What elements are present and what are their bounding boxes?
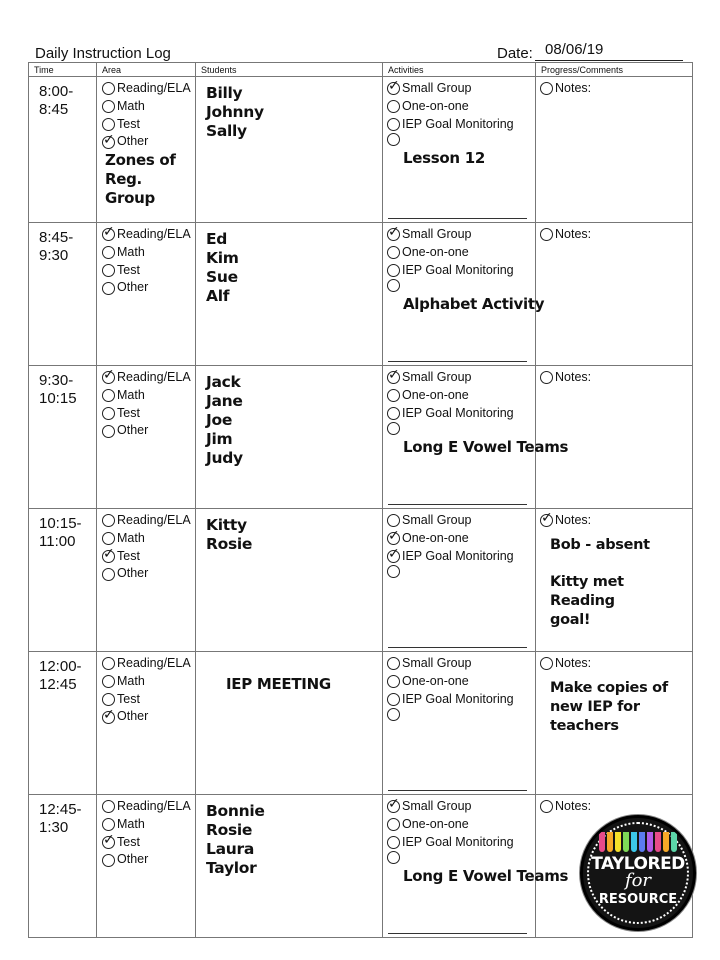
radio-icon[interactable] xyxy=(102,818,115,831)
area-option[interactable] xyxy=(102,116,195,134)
activity-option-label: One-on-one xyxy=(402,387,469,402)
radio-icon[interactable] xyxy=(387,514,400,527)
area-option[interactable] xyxy=(102,226,195,244)
activity-option[interactable] xyxy=(387,262,535,280)
col-header-area: Area xyxy=(97,63,196,77)
activity-options xyxy=(383,223,535,292)
activity-option[interactable] xyxy=(387,279,535,292)
activity-option[interactable] xyxy=(387,565,535,578)
activity-option[interactable] xyxy=(387,816,535,834)
notes-option-label: Notes: xyxy=(555,227,592,241)
progress-note xyxy=(540,673,692,736)
area-option[interactable] xyxy=(102,512,195,530)
student-name: Rosie xyxy=(206,821,253,839)
activity-option[interactable] xyxy=(387,512,535,530)
time-line: 1:30 xyxy=(39,819,69,836)
activity-option-label: One-on-one xyxy=(402,673,469,688)
time-line: 8:45 xyxy=(39,101,69,118)
students-cell xyxy=(196,77,383,223)
area-option-label: Math xyxy=(117,244,145,259)
radio-icon[interactable] xyxy=(387,657,400,670)
radio-icon[interactable] xyxy=(102,425,115,438)
radio-icon[interactable] xyxy=(387,264,400,277)
col-header-activities: Activities xyxy=(383,63,536,77)
time-cell xyxy=(29,509,97,652)
logo-text-line1: TAYLORED xyxy=(591,854,685,874)
note-line xyxy=(550,555,692,573)
radio-icon[interactable] xyxy=(387,407,400,420)
notes-option-label: Notes: xyxy=(555,799,592,813)
activity-option-label: IEP Goal Monitoring xyxy=(402,691,514,706)
logo-tassel xyxy=(607,832,613,852)
checked-radio-icon[interactable] xyxy=(387,550,400,563)
radio-icon[interactable] xyxy=(387,422,400,435)
activity-options xyxy=(383,77,535,146)
radio-icon[interactable] xyxy=(387,836,400,849)
activity-option[interactable] xyxy=(387,244,535,262)
activity-note: Alphabet Activity xyxy=(403,295,545,313)
checked-radio-icon[interactable] xyxy=(102,711,115,724)
notes-option-label: Notes: xyxy=(555,513,592,527)
activity-option[interactable] xyxy=(387,548,535,566)
activity-option[interactable] xyxy=(387,422,535,435)
radio-icon[interactable] xyxy=(102,854,115,867)
area-options xyxy=(97,795,195,869)
activity-option-label: One-on-one xyxy=(402,98,469,113)
student-name: Billy xyxy=(206,84,243,102)
area-handwritten-note xyxy=(102,151,195,208)
checked-radio-icon[interactable] xyxy=(387,800,400,813)
activity-option[interactable] xyxy=(387,133,535,146)
activity-option-label: IEP Goal Monitoring xyxy=(402,405,514,420)
note-line: Group xyxy=(105,189,155,208)
area-option-label: Other xyxy=(117,566,149,581)
logo-tassel xyxy=(663,832,669,852)
student-name: Rosie xyxy=(206,535,253,553)
area-option[interactable] xyxy=(102,834,195,852)
area-option-label: Reading/ELA xyxy=(117,799,191,813)
logo-tassel xyxy=(623,832,629,852)
radio-icon[interactable] xyxy=(102,389,115,402)
logo-tassel xyxy=(599,832,605,852)
activity-write-line xyxy=(388,218,527,219)
radio-icon[interactable] xyxy=(387,389,400,402)
activity-option-label: One-on-one xyxy=(402,816,469,831)
students-cell xyxy=(196,652,383,795)
area-option-label: Test xyxy=(117,116,140,131)
checked-radio-icon[interactable] xyxy=(102,136,115,149)
student-names xyxy=(196,223,382,306)
area-option[interactable] xyxy=(102,262,195,280)
taylored-for-resource-logo xyxy=(580,815,696,931)
radio-icon[interactable] xyxy=(102,675,115,688)
notes-option[interactable] xyxy=(540,80,692,98)
date-label: Date: xyxy=(497,45,533,62)
progress-options xyxy=(536,652,692,736)
notes-option[interactable] xyxy=(540,226,692,244)
area-option-label: Other xyxy=(117,280,149,295)
area-option[interactable] xyxy=(102,816,195,834)
logo-tassel-banner xyxy=(597,832,679,852)
radio-icon[interactable] xyxy=(102,407,115,420)
students-cell xyxy=(196,366,383,509)
progress-cell xyxy=(536,366,693,509)
student-names xyxy=(196,693,382,700)
area-option[interactable] xyxy=(102,708,195,726)
progress-cell xyxy=(536,223,693,366)
activity-note: Long E Vowel Teams xyxy=(403,438,569,456)
col-header-time: Time xyxy=(29,63,97,77)
area-option[interactable] xyxy=(102,405,195,423)
time-slot xyxy=(29,652,96,694)
student-name: Jim xyxy=(206,430,233,448)
activities-cell xyxy=(383,652,536,795)
activity-option[interactable] xyxy=(387,116,535,134)
time-slot xyxy=(29,509,96,551)
activity-option[interactable] xyxy=(387,226,535,244)
student-name: Judy xyxy=(206,449,243,467)
activity-write-line xyxy=(388,647,527,648)
student-name: Jane xyxy=(206,392,243,410)
radio-icon[interactable] xyxy=(387,693,400,706)
student-name: Joe xyxy=(206,411,233,429)
radio-icon[interactable] xyxy=(540,800,553,813)
activity-option-label: Small Group xyxy=(402,81,472,95)
progress-options xyxy=(536,366,692,387)
area-option-label: Reading/ELA xyxy=(117,513,191,527)
area-option-label: Math xyxy=(117,673,145,688)
area-option[interactable] xyxy=(102,655,195,673)
activity-option-label: Small Group xyxy=(402,799,472,813)
area-option-label: Test xyxy=(117,262,140,277)
activities-cell xyxy=(383,795,569,938)
area-option[interactable] xyxy=(102,851,195,869)
radio-icon[interactable] xyxy=(387,279,400,292)
note-line: goal! xyxy=(550,611,591,628)
table-row xyxy=(29,652,693,795)
area-option[interactable] xyxy=(102,798,195,816)
area-option[interactable] xyxy=(102,133,195,151)
area-option-label: Test xyxy=(117,834,140,849)
header-row xyxy=(29,63,693,77)
checked-radio-icon[interactable] xyxy=(387,532,400,545)
radio-icon[interactable] xyxy=(387,708,400,721)
student-names xyxy=(196,366,382,468)
students-cell xyxy=(196,223,383,366)
checked-radio-icon[interactable] xyxy=(102,836,115,849)
activity-options xyxy=(383,652,535,721)
note-line: Make copies of xyxy=(550,679,668,696)
student-name: Kitty xyxy=(206,516,247,534)
time-cell xyxy=(29,652,97,795)
radio-icon[interactable] xyxy=(540,371,553,384)
student-name: Johnny xyxy=(206,103,264,121)
radio-icon[interactable] xyxy=(102,264,115,277)
activity-option-label: One-on-one xyxy=(402,244,469,259)
col-header-progress: Progress/Comments xyxy=(536,63,693,77)
page-title: Daily Instruction Log xyxy=(35,45,171,62)
activity-option[interactable] xyxy=(387,530,535,548)
time-cell xyxy=(29,77,97,223)
activity-option-label: Small Group xyxy=(402,227,472,241)
checked-radio-icon[interactable] xyxy=(540,514,553,527)
table-row xyxy=(29,77,693,223)
time-slot xyxy=(29,77,96,119)
area-options xyxy=(97,223,195,297)
logo-tassel xyxy=(615,832,621,852)
activity-option[interactable] xyxy=(387,834,535,852)
note-line: Zones of Reg. xyxy=(105,151,176,189)
activity-option[interactable] xyxy=(387,673,535,691)
date-value: 08/06/19 xyxy=(535,41,683,61)
radio-icon[interactable] xyxy=(387,133,400,146)
area-option[interactable] xyxy=(102,565,195,583)
area-option-label: Reading/ELA xyxy=(117,370,191,384)
progress-options xyxy=(536,223,692,244)
area-option-label: Other xyxy=(117,852,149,867)
area-cell xyxy=(97,795,196,938)
logo-text-line3: RESOURCE xyxy=(598,892,678,907)
logo-tassel xyxy=(647,832,653,852)
progress-note xyxy=(540,530,692,630)
progress-options xyxy=(536,795,692,816)
radio-icon[interactable] xyxy=(387,675,400,688)
notes-option[interactable] xyxy=(540,798,692,816)
checked-radio-icon[interactable] xyxy=(102,228,115,241)
student-name: Kim xyxy=(206,249,239,267)
checked-radio-icon[interactable] xyxy=(102,371,115,384)
radio-icon[interactable] xyxy=(102,118,115,131)
logo-tassel xyxy=(639,832,645,852)
time-cell xyxy=(29,366,97,509)
area-options xyxy=(97,652,195,726)
student-names xyxy=(196,77,382,141)
notes-option-label: Notes: xyxy=(555,370,592,384)
time-line: 8:00- xyxy=(39,83,74,100)
radio-icon[interactable] xyxy=(102,568,115,581)
radio-icon[interactable] xyxy=(540,82,553,95)
activity-option[interactable] xyxy=(387,655,535,673)
logo-tassel xyxy=(631,832,637,852)
area-option[interactable] xyxy=(102,422,195,440)
instruction-log-table xyxy=(28,62,693,938)
checked-radio-icon[interactable] xyxy=(387,82,400,95)
area-option-label: Reading/ELA xyxy=(117,81,191,95)
logo-tassel xyxy=(671,832,677,852)
student-name: Taylor xyxy=(206,859,257,877)
activity-write-line xyxy=(388,504,527,505)
student-name: Bonnie xyxy=(206,802,265,820)
radio-icon[interactable] xyxy=(102,82,115,95)
area-option-label: Other xyxy=(117,134,149,149)
student-name: Ed xyxy=(206,230,228,248)
activity-option[interactable] xyxy=(387,405,535,423)
note-line: Kitty met Reading xyxy=(550,573,624,609)
radio-icon[interactable] xyxy=(102,657,115,670)
note-line: Bob - absent xyxy=(550,536,650,553)
activity-option-label: Small Group xyxy=(402,656,472,670)
area-option[interactable] xyxy=(102,387,195,405)
time-line: 10:15- xyxy=(39,515,82,532)
activity-option-label: Small Group xyxy=(402,513,472,527)
radio-icon[interactable] xyxy=(102,282,115,295)
area-option-label: Test xyxy=(117,548,140,563)
students-cell xyxy=(196,795,383,938)
radio-icon[interactable] xyxy=(387,851,400,864)
student-names xyxy=(196,795,382,878)
time-slot xyxy=(29,366,96,408)
checked-radio-icon[interactable] xyxy=(102,550,115,563)
radio-icon[interactable] xyxy=(540,228,553,241)
note-line: new IEP for teachers xyxy=(550,698,640,734)
area-option[interactable] xyxy=(102,369,195,387)
area-cell xyxy=(97,77,196,223)
table-row xyxy=(29,509,693,652)
area-option[interactable] xyxy=(102,98,195,116)
activity-option-label: IEP Goal Monitoring xyxy=(402,548,514,563)
radio-icon[interactable] xyxy=(387,100,400,113)
notes-option[interactable] xyxy=(540,512,692,530)
radio-icon[interactable] xyxy=(102,100,115,113)
notes-option[interactable] xyxy=(540,655,692,673)
radio-icon[interactable] xyxy=(102,532,115,545)
radio-icon[interactable] xyxy=(387,565,400,578)
radio-icon[interactable] xyxy=(102,693,115,706)
area-option-label: Other xyxy=(117,423,149,438)
radio-icon[interactable] xyxy=(102,800,115,813)
time-line: 12:45- xyxy=(39,801,82,818)
table-row xyxy=(29,223,693,366)
activity-write-line xyxy=(388,790,527,791)
area-option[interactable] xyxy=(102,80,195,98)
log-body xyxy=(29,77,693,938)
activity-write-line xyxy=(388,361,527,362)
student-names xyxy=(196,509,382,554)
progress-options xyxy=(536,509,692,630)
checked-radio-icon[interactable] xyxy=(387,371,400,384)
activity-note: Lesson 12 xyxy=(403,149,485,167)
radio-icon[interactable] xyxy=(540,657,553,670)
area-options xyxy=(97,366,195,440)
activity-option-label: IEP Goal Monitoring xyxy=(402,116,514,131)
activities-cell xyxy=(383,366,569,509)
area-option[interactable] xyxy=(102,279,195,297)
time-line: 9:30 xyxy=(39,247,69,264)
time-line: 8:45- xyxy=(39,229,74,246)
progress-cell xyxy=(536,652,693,795)
area-option[interactable] xyxy=(102,691,195,709)
area-option-label: Reading/ELA xyxy=(117,227,191,241)
time-cell xyxy=(29,223,97,366)
activity-options xyxy=(383,509,535,578)
area-cell xyxy=(97,652,196,795)
area-option-label: Test xyxy=(117,405,140,420)
time-slot xyxy=(29,795,96,837)
notes-option[interactable] xyxy=(540,369,692,387)
student-name: Alf xyxy=(206,287,230,305)
progress-cell xyxy=(536,509,693,652)
area-option-label: Math xyxy=(117,387,145,402)
area-option-label: Test xyxy=(117,691,140,706)
radio-icon[interactable] xyxy=(387,118,400,131)
notes-option-label: Notes: xyxy=(555,656,592,670)
activity-option-label: One-on-one xyxy=(402,530,469,545)
activity-options xyxy=(383,795,535,864)
activity-option[interactable] xyxy=(387,708,535,721)
radio-icon[interactable] xyxy=(102,246,115,259)
table-row xyxy=(29,366,693,509)
time-line: 9:30- xyxy=(39,372,74,389)
area-cell xyxy=(97,509,196,652)
time-line: 12:45 xyxy=(39,676,77,693)
time-line: 11:00 xyxy=(39,533,76,550)
student-name: Sally xyxy=(206,122,247,140)
area-option-label: Reading/ELA xyxy=(117,656,191,670)
activity-option[interactable] xyxy=(387,387,535,405)
activities-cell xyxy=(383,223,545,366)
col-header-students: Students xyxy=(196,63,383,77)
activity-option-label: Small Group xyxy=(402,370,472,384)
radio-icon[interactable] xyxy=(102,514,115,527)
radio-icon[interactable] xyxy=(387,818,400,831)
area-option[interactable] xyxy=(102,673,195,691)
logo-tassel xyxy=(655,832,661,852)
activity-note: Long E Vowel Teams xyxy=(403,867,569,885)
area-options xyxy=(97,509,195,583)
student-name: Jack xyxy=(206,373,241,391)
activity-write-line xyxy=(388,933,527,934)
activities-cell xyxy=(383,77,536,223)
area-options xyxy=(97,77,195,208)
progress-options xyxy=(536,77,692,98)
student-name: Laura xyxy=(206,840,254,858)
area-option-label: Math xyxy=(117,816,145,831)
activity-option[interactable] xyxy=(387,691,535,709)
radio-icon[interactable] xyxy=(387,246,400,259)
progress-cell xyxy=(536,77,693,223)
area-option[interactable] xyxy=(102,244,195,262)
checked-radio-icon[interactable] xyxy=(387,228,400,241)
activity-option[interactable] xyxy=(387,80,535,98)
area-cell xyxy=(97,366,196,509)
students-note: IEP MEETING xyxy=(226,675,331,693)
time-line: 12:00- xyxy=(39,658,82,675)
notes-option-label: Notes: xyxy=(555,81,592,95)
activity-options xyxy=(383,366,535,435)
area-option-label: Math xyxy=(117,98,145,113)
time-cell xyxy=(29,795,97,938)
activity-option[interactable] xyxy=(387,798,535,816)
activity-option[interactable] xyxy=(387,369,535,387)
logo-text-line2: for xyxy=(624,870,652,891)
time-slot xyxy=(29,223,96,265)
area-option[interactable] xyxy=(102,548,195,566)
area-cell xyxy=(97,223,196,366)
activity-option-label: IEP Goal Monitoring xyxy=(402,834,514,849)
activity-option[interactable] xyxy=(387,851,535,864)
activities-cell xyxy=(383,509,536,652)
area-option-label: Math xyxy=(117,530,145,545)
activity-option-label: IEP Goal Monitoring xyxy=(402,262,514,277)
area-option[interactable] xyxy=(102,530,195,548)
students-cell xyxy=(196,509,383,652)
time-line: 10:15 xyxy=(39,390,77,407)
student-name: Sue xyxy=(206,268,238,286)
area-option-label: Other xyxy=(117,709,149,724)
activity-option[interactable] xyxy=(387,98,535,116)
